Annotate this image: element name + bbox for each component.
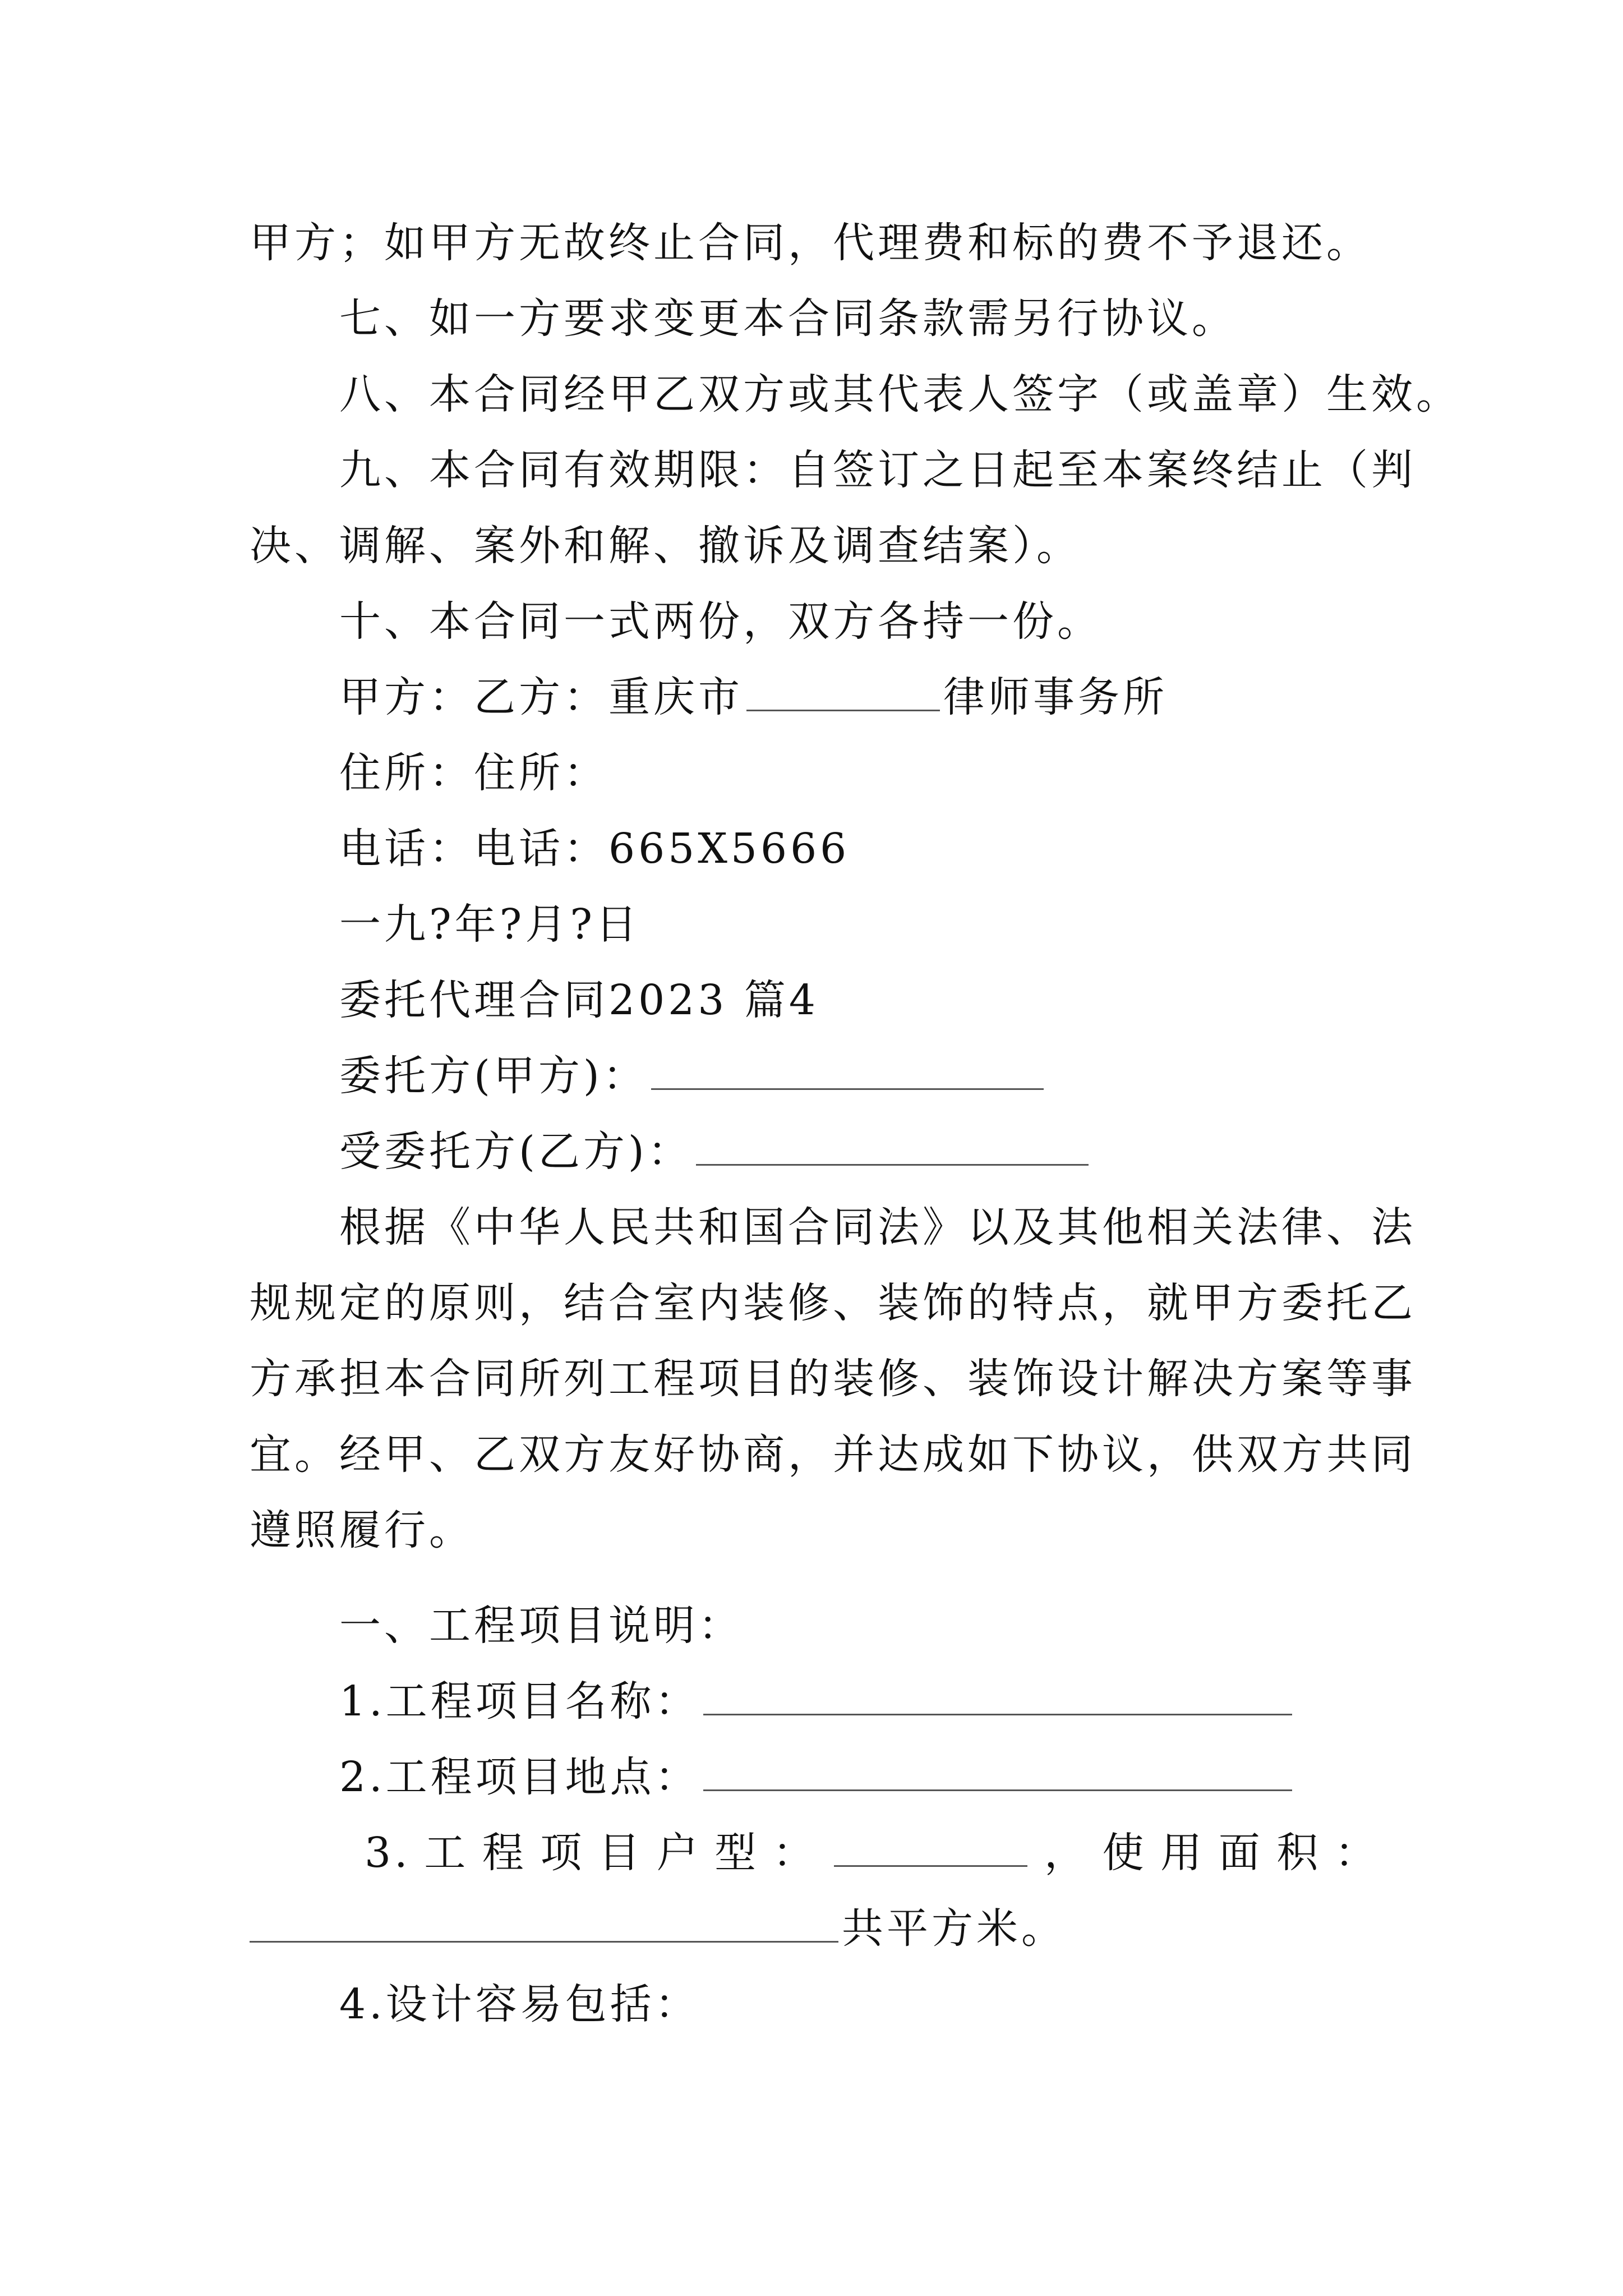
area-line <box>250 1902 1394 1955</box>
text-char: ， <box>1044 1829 1089 1877</box>
agent-label: 受委托方(乙方)： <box>339 1128 693 1176</box>
client-line <box>339 1049 1394 1103</box>
paragraph-line: 宜。经甲、乙双方友好协商，并达成如下协议，供双方共同 <box>250 1430 1416 1479</box>
text-char: ： <box>1334 1829 1380 1877</box>
firm-name-blank <box>746 670 940 711</box>
agent-blank <box>696 1125 1089 1166</box>
party-label: 甲方：乙方：重庆市 <box>339 673 743 721</box>
clause-8: 八、本合同经甲乙双方或其代表人签字（或盖章）生效。 <box>339 370 1461 418</box>
agent-line <box>339 1125 1394 1179</box>
area-suffix: 共平方米。 <box>842 1904 1066 1953</box>
text-char: 面 <box>1218 1829 1264 1877</box>
text-char: 项 <box>540 1829 585 1877</box>
project-name-line <box>339 1674 1394 1728</box>
text-char: 工 <box>424 1829 469 1877</box>
item-number: 3. <box>365 1829 411 1877</box>
party-line <box>339 670 1394 724</box>
project-name-blank <box>703 1674 1292 1715</box>
project-location-line <box>339 1750 1394 1804</box>
text-char: 使 <box>1102 1829 1147 1877</box>
text-char: 用 <box>1160 1829 1206 1877</box>
project-location-label: 2.工程项目地点： <box>339 1753 700 1801</box>
text-char: ： <box>772 1829 818 1877</box>
text-char: 积 <box>1276 1829 1322 1877</box>
text-char: 型 <box>714 1829 760 1877</box>
project-type-line <box>365 1826 1380 1880</box>
text-line: 甲方；如甲方无故终止合同，代理费和标的费不予退还。 <box>250 219 1371 267</box>
project-location-blank <box>703 1750 1292 1791</box>
area-blank <box>250 1902 838 1943</box>
clause-10: 十、本合同一式两份，双方各持一份。 <box>339 597 1102 646</box>
client-label: 委托方(甲方)： <box>339 1052 648 1100</box>
address-line: 住所：住所： <box>339 749 608 797</box>
phone-line: 电话：电话：665X5666 <box>339 825 850 873</box>
clause-7: 七、如一方要求变更本合同条款需另行协议。 <box>339 295 1237 343</box>
paragraph-line: 方承担本合同所列工程项目的装修、装饰设计解决方案等事 <box>250 1355 1416 1403</box>
text-char: 程 <box>482 1829 527 1877</box>
paragraph-line: 规规定的原则，结合室内装修、装饰的特点，就甲方委托乙 <box>250 1279 1416 1327</box>
paragraph-line: 遵照履行。 <box>250 1506 474 1554</box>
text-line: 决、调解、案外和解、撤诉及调查结案）。 <box>250 522 1081 570</box>
text-char: 户 <box>656 1829 702 1877</box>
date-line: 一九?年?月?日 <box>339 900 641 949</box>
project-name-label: 1.工程项目名称： <box>339 1677 700 1726</box>
unit-type-blank <box>834 1826 1027 1867</box>
heading-project-info: 一、工程项目说明： <box>339 1602 743 1650</box>
firm-suffix: 律师事务所 <box>943 673 1168 721</box>
clause-9: 九、本合同有效期限：自签订之日起至本案终结止（判 <box>339 446 1416 494</box>
text-char: 目 <box>598 1829 643 1877</box>
section-title: 委托代理合同2023 篇4 <box>339 976 819 1024</box>
client-blank <box>651 1049 1044 1090</box>
design-content-line: 4.设计容易包括： <box>339 1980 700 2028</box>
paragraph-line: 根据《中华人民共和国合同法》以及其他相关法律、法 <box>339 1203 1416 1251</box>
